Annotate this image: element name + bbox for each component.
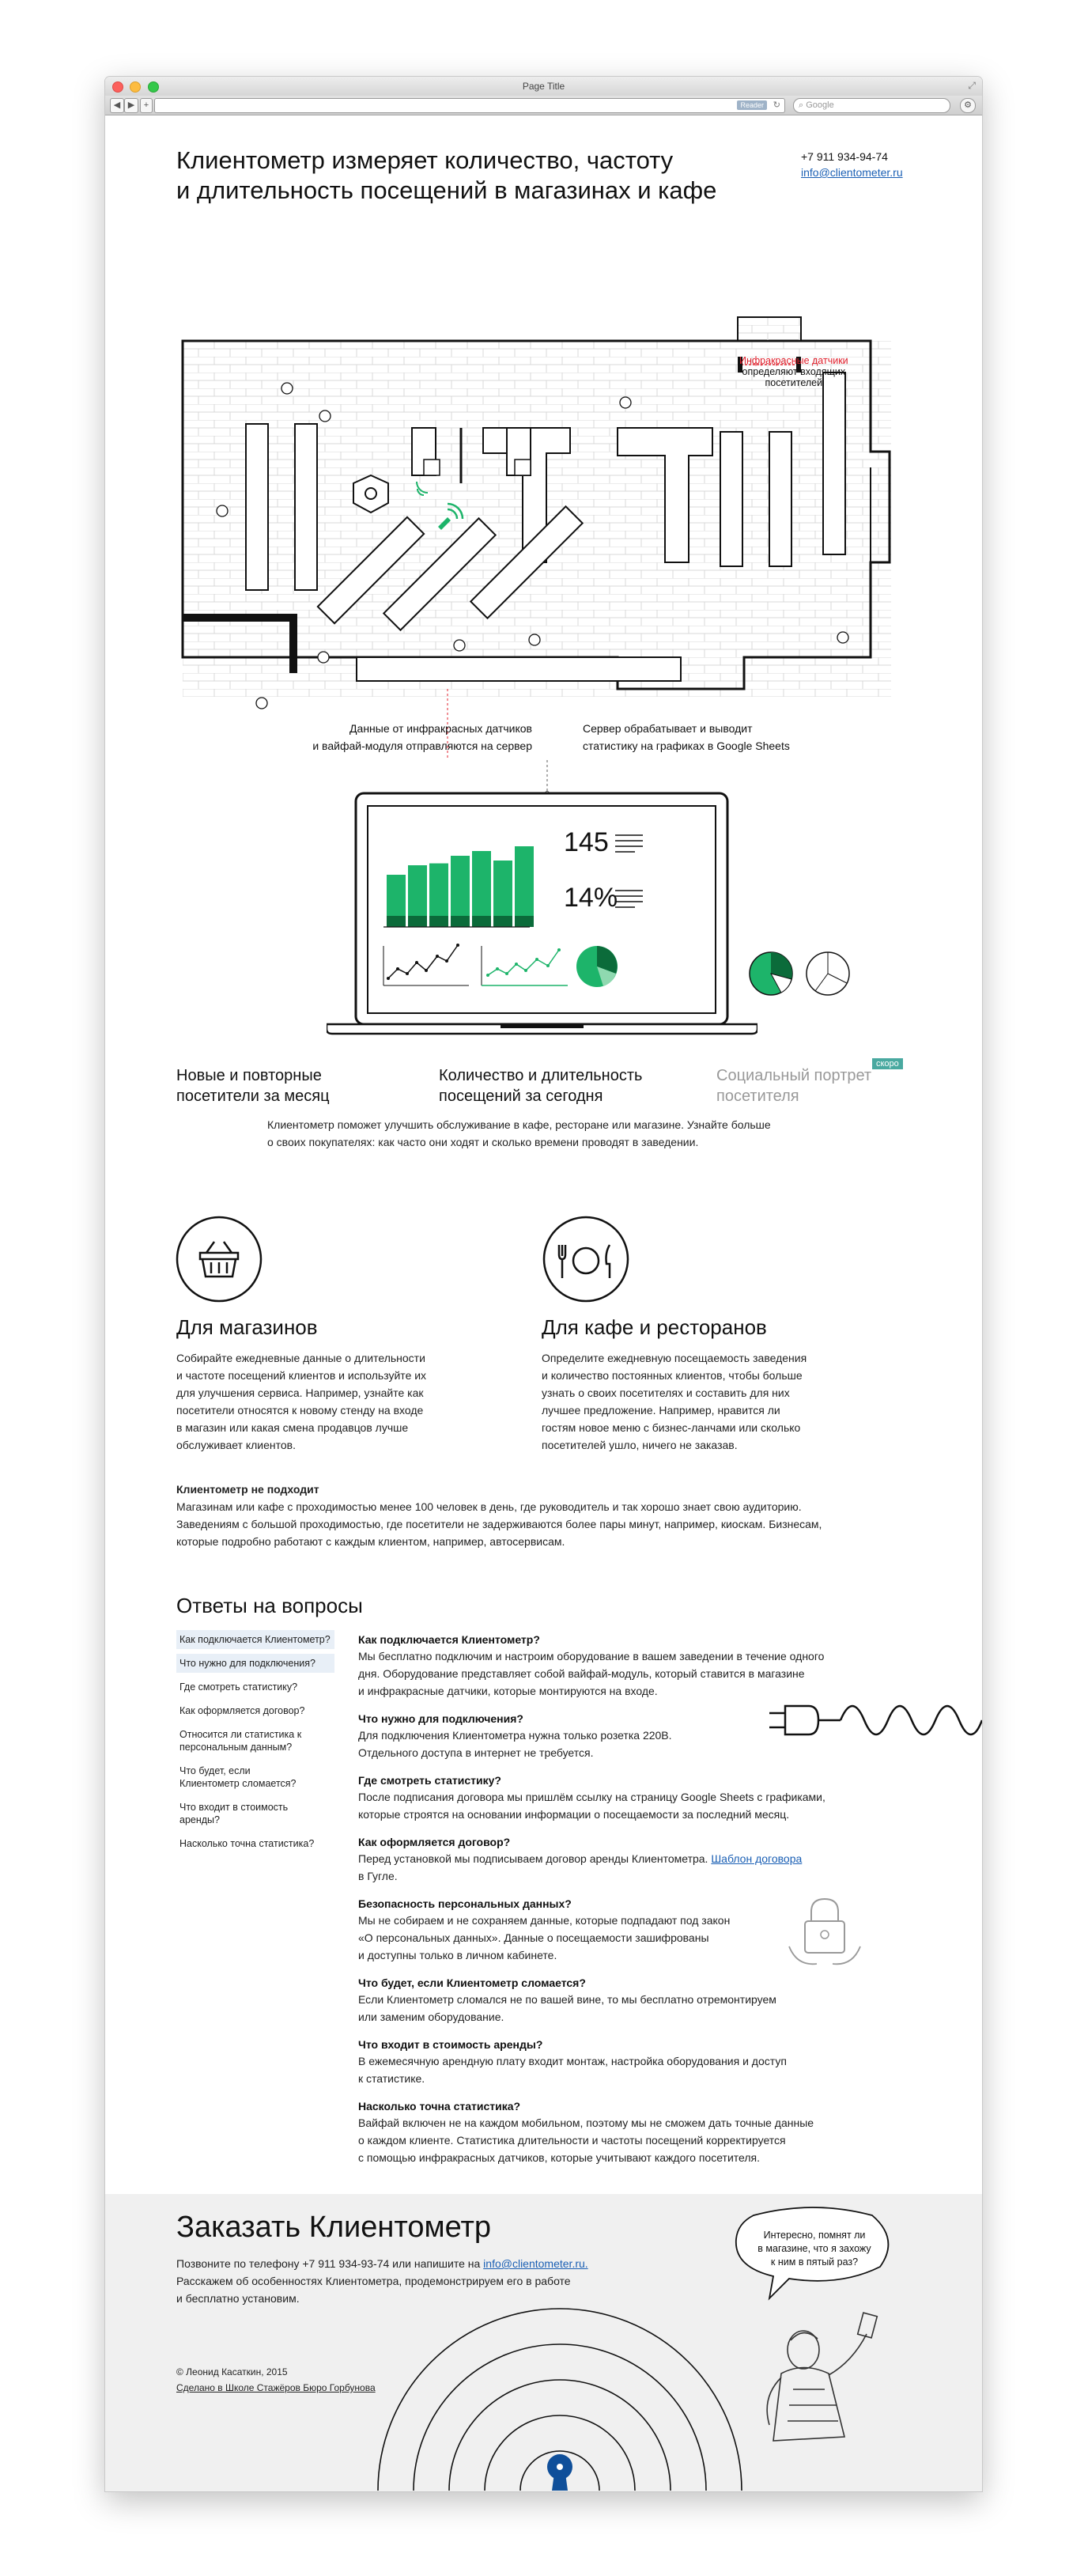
copyright: © Леонид Касаткин, 2015 xyxy=(176,2366,288,2377)
fullscreen-icon[interactable]: ⤢ xyxy=(968,80,976,91)
not-suitable-section xyxy=(176,1481,822,1550)
feature-1-line-1: Новые и повторные xyxy=(176,1067,322,1084)
back-button[interactable]: ◀ xyxy=(110,98,124,113)
faq-answer-line: Мы не собираем и не сохраняем данные, которые подпадают под закон xyxy=(358,1914,731,1927)
feature-1-line-2: посетители за месяц xyxy=(176,1088,330,1105)
feature-2-line-2: посещений за сегодня xyxy=(439,1088,603,1105)
title-bar xyxy=(105,77,982,96)
search-icon: ⌕ xyxy=(799,100,804,110)
feature-social-portrait xyxy=(716,1065,871,1106)
search-placeholder: Google xyxy=(806,100,834,110)
order-line-3: и бесплатно установим. xyxy=(176,2292,300,2305)
faq-nav-item[interactable]: Относится ли статистика к персональным данным? xyxy=(179,1729,302,1753)
faq-nav-item[interactable]: Насколько точна статистика? xyxy=(179,1838,315,1849)
faq-answer-text: Перед установкой мы подписываем договор аренды Клиентометра. xyxy=(358,1852,708,1865)
shops-title: Для магазинов xyxy=(176,1315,318,1339)
address-bar[interactable] xyxy=(154,98,785,113)
faq-nav-item[interactable]: Где смотреть статистику? xyxy=(179,1681,298,1693)
feature-visit-count xyxy=(439,1065,642,1106)
shops-line: и частоте посещений клиентов и используйте их xyxy=(176,1369,427,1382)
header-contacts xyxy=(801,149,903,180)
ir-label-line-3: посетителей xyxy=(765,377,823,388)
search-field[interactable] xyxy=(793,98,950,113)
not-suitable-title: Клиентометр не подходит xyxy=(176,1483,319,1496)
faq-answer-line: После подписания договора мы пришлём ссылку на страницу Google Sheets с графиками, xyxy=(358,1791,825,1803)
shops-line: Собирайте ежедневные данные о длительности xyxy=(176,1352,425,1364)
shops-line: посетители относятся к новому стенду на входе xyxy=(176,1404,424,1417)
flow-left-line-1: Данные от инфракрасных датчиков xyxy=(349,722,532,735)
order-line-1 xyxy=(176,2255,588,2272)
faq-answer-line: Вайфай включен не на каждом мобильном, поэтому мы не сможем дать точные данные xyxy=(358,2116,814,2129)
flow-right-line-2: статистику на графиках в Google Sheets xyxy=(583,740,790,752)
bar-segment xyxy=(515,916,534,927)
bar xyxy=(472,851,491,927)
browser-toolbar xyxy=(105,96,982,115)
page-content xyxy=(105,115,982,2491)
stat-percent: 14% xyxy=(564,883,618,913)
bubble-line-2: в магазине, что я захожу xyxy=(757,2243,871,2254)
faq-nav-item[interactable]: Как подключается Клиентометр? xyxy=(176,1630,334,1649)
faq-question: Насколько точна статистика? xyxy=(358,2100,521,2113)
cafes-text xyxy=(542,1349,807,1454)
faq-answer-line: которые строятся на основании информации о посещаемости за последний месяц. xyxy=(358,1808,790,1821)
faq-question: Что входит в стоимость аренды? xyxy=(358,2038,543,2051)
cafes-line: узнать о своих посетителях и составить для них xyxy=(542,1386,790,1399)
faq-nav-item[interactable]: Что будет, если Клиентометр сломается? xyxy=(179,1765,297,1789)
faq-item xyxy=(358,1632,864,1700)
order-title: Заказать Клиентометр xyxy=(176,2211,492,2244)
cafes-line: гостям новое меню с бизнес-ланчами или сколько xyxy=(542,1421,801,1434)
faq-answer-line: в Гугле. xyxy=(358,1870,398,1882)
faq-answer-line: Для подключения Клиентометра нужна только розетка 220В. xyxy=(358,1729,672,1742)
reload-icon[interactable]: ↻ xyxy=(773,100,780,110)
bar-segment xyxy=(493,916,512,927)
speech-bubble-text xyxy=(755,2229,874,2269)
not-suitable-line: Магазинам или кафе с проходимостью менее 100 человек в день, где руководитель и так хорошо знает свою аудиторию. xyxy=(176,1500,802,1513)
bar xyxy=(515,846,534,927)
flow-left-line-2: и вайфай-модуля отправляются на сервер xyxy=(312,740,532,752)
order-email-link[interactable]: info@clientometer.ru. xyxy=(483,2257,588,2270)
faq-item xyxy=(358,1834,864,1885)
bar-segment xyxy=(472,916,491,927)
faq-question: Где смотреть статистику? xyxy=(358,1774,501,1787)
feature-new-visitors xyxy=(176,1065,330,1106)
bubble-line-1: Интересно, помнят ли xyxy=(763,2230,866,2241)
faq-item xyxy=(358,2098,864,2166)
header-email-link[interactable]: info@clientometer.ru xyxy=(801,166,903,179)
shops-line: обслуживает клиентов. xyxy=(176,1439,297,1451)
power-plug-icon xyxy=(754,1693,982,1749)
feature-3-line-2: посетителя xyxy=(716,1088,799,1105)
floorplan-illustration xyxy=(175,246,902,760)
faq-answer-line: В ежемесячную арендную плату входит монтаж, настройка оборудования и доступ xyxy=(358,2055,787,2067)
faq-item xyxy=(358,1772,864,1823)
signal-rings-illustration xyxy=(350,2279,769,2491)
bar-segment xyxy=(408,916,427,927)
stat-visitors: 145 xyxy=(564,827,609,857)
bubble-line-3: к ним в пятый раз? xyxy=(770,2256,859,2268)
ir-label-line-1: Инфракрасные датчики xyxy=(739,355,848,366)
shops-line: для улучшения сервиса. Например, узнайте как xyxy=(176,1386,424,1399)
cafes-line: Определите ежедневную посещаемость заведения xyxy=(542,1352,807,1364)
intro-line-2: о своих покупателях: как часто они ходят и сколько времени проводят в заведении. xyxy=(267,1136,699,1148)
faq-answer-line: о каждом клиенте. Статистика длительности и частоты посещений корректируется xyxy=(358,2134,786,2147)
settings-button[interactable]: ⚙ xyxy=(960,98,976,113)
faq-answer-line: «О персональных данных». Данные о посещаемости зашифрованы xyxy=(358,1931,709,1944)
faq-item xyxy=(358,1975,864,2026)
keyhole-icon xyxy=(547,2454,572,2491)
ir-sensor-label xyxy=(739,355,848,388)
intro-text xyxy=(267,1116,771,1151)
shops-line: в магазин или какая смена продавцов лучше xyxy=(176,1421,409,1434)
faq-answer-line: Если Клиентометр сломался не по вашей вине, то мы бесплатно отремонтируем xyxy=(358,1993,776,2006)
cafes-title: Для кафе и ресторанов xyxy=(542,1315,767,1339)
headline-line-1: Клиентометр измеряет количество, частоту xyxy=(176,146,674,174)
contract-template-link[interactable]: Шаблон договора xyxy=(711,1852,803,1865)
bar-segment xyxy=(451,916,470,927)
shopping-basket-icon xyxy=(175,1215,263,1303)
padlock-hands-icon xyxy=(781,1891,868,1978)
feature-2-line-1: Количество и длительность xyxy=(439,1067,643,1084)
laptop-dashboard-illustration xyxy=(327,792,757,1037)
not-suitable-line: Заведениям с большой проходимостью, где посетители не задерживаются более пары минут, например, киоскам. Бизнесам, xyxy=(176,1518,822,1530)
faq-answer-line: с помощью инфракрасных датчиков, которые учитывают каждого посетителя. xyxy=(358,2151,760,2164)
faq-question: Безопасность персональных данных? xyxy=(358,1897,572,1910)
faq-answer-line: и доступны только в личном кабинете. xyxy=(358,1949,557,1961)
faq-title: Ответы на вопросы xyxy=(176,1594,363,1617)
faq-question: Что будет, если Клиентометр сломается? xyxy=(358,1976,586,1989)
flow-caption-right xyxy=(583,720,790,755)
faq-nav-item[interactable]: Что входит в стоимость аренды? xyxy=(179,1802,289,1825)
faq-question: Как оформляется договор? xyxy=(358,1836,511,1848)
credits-link[interactable]: Сделано в Школе Стажёров Бюро Горбунова xyxy=(176,2382,376,2393)
bar-segment xyxy=(387,916,406,927)
plate-cutlery-icon xyxy=(542,1215,630,1303)
page-title xyxy=(176,146,716,206)
customer-figure-illustration xyxy=(750,2287,892,2457)
faq-answer-line: дня. Оборудование представляет собой вайфай-модуль, который ставится в магазине xyxy=(358,1667,805,1680)
not-suitable-line: которые подробно работают с каждым клиентом, например, автосервисам. xyxy=(176,1535,565,1548)
faq-question: Как подключается Клиентометр? xyxy=(358,1633,540,1646)
cafes-line: и количество постоянных клиентов, чтобы больше xyxy=(542,1369,803,1382)
faq-nav-item[interactable]: Как оформляется договор? xyxy=(179,1705,305,1716)
flow-caption-left xyxy=(271,720,532,755)
faq-question: Что нужно для подключения? xyxy=(358,1712,523,1725)
flow-right-line-1: Сервер обрабатывает и выводит xyxy=(583,722,753,735)
faq-answer-line: Отдельного доступа в интернет не требуется. xyxy=(358,1746,594,1759)
reader-button[interactable]: Reader xyxy=(737,100,767,110)
order-line-2: Расскажем об особенностях Клиентометра, продемонстрируем его в работе xyxy=(176,2275,571,2287)
faq-answer-line: или заменим оборудование. xyxy=(358,2010,504,2023)
header-phone: +7 911 934-94-74 xyxy=(801,150,888,163)
faq-answer-line: Мы бесплатно подключим и настроим оборудование в вашем заведении в течение одного xyxy=(358,1650,825,1662)
pie-chart-screen xyxy=(576,946,618,987)
shops-text xyxy=(176,1349,426,1454)
faq-item xyxy=(358,2037,864,2087)
faq-navigation xyxy=(176,1630,334,1858)
new-tab-button[interactable]: + xyxy=(140,98,153,113)
pie-charts-outside xyxy=(746,948,856,1000)
feature-3-line-1: Социальный портрет xyxy=(716,1067,872,1084)
cafes-line: лучшее предложение. Например, нравится ли xyxy=(542,1404,780,1417)
bar-segment xyxy=(429,916,448,927)
faq-answer-line: и инфракрасные датчики, которые монтируются на входе. xyxy=(358,1685,658,1697)
window-title: Page Title xyxy=(522,81,565,92)
order-line-1-text: Позвоните по телефону +7 911 934-93-74 или напишите на xyxy=(176,2257,481,2270)
ir-label-line-2: определяют входящих xyxy=(742,366,846,377)
faq-answer-line: к статистике. xyxy=(358,2072,425,2085)
headline-line-2: и длительность посещений в магазинах и кафе xyxy=(176,176,717,204)
soon-badge: скоро xyxy=(872,1058,903,1069)
forward-button[interactable]: ▶ xyxy=(124,98,138,113)
faq-answer-line xyxy=(358,1850,864,1867)
cafes-line: посетителей ушло, ничего не заказав. xyxy=(542,1439,738,1451)
intro-line-1: Клиентометр поможет улучшить обслуживание в кафе, ресторане или магазине. Узнайте больше xyxy=(267,1118,771,1131)
faq-nav-item[interactable]: Что нужно для подключения? xyxy=(176,1654,334,1673)
browser-window xyxy=(105,77,982,2491)
